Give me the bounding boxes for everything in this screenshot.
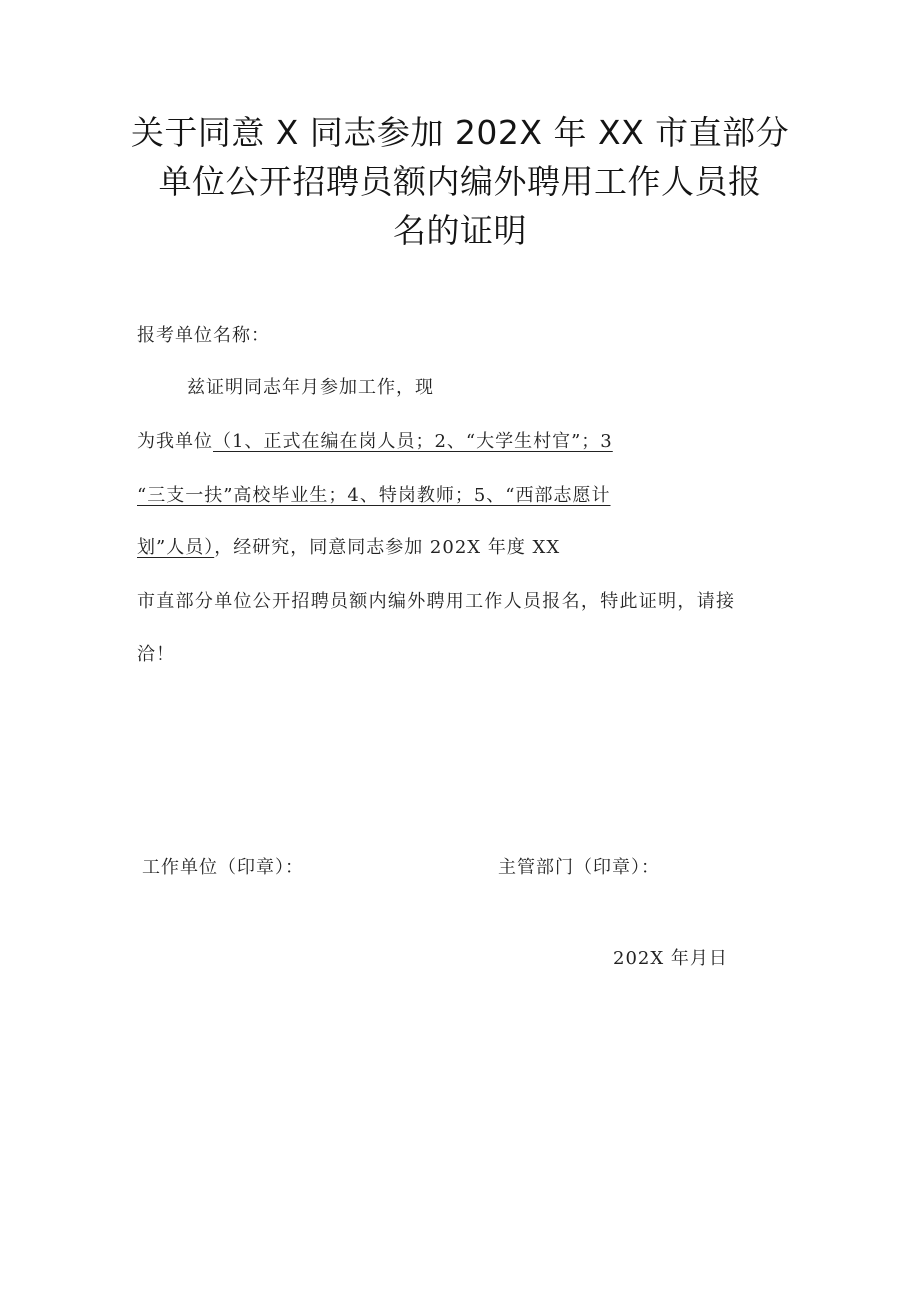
supervising-dept-seal-label: 主管部门（印章）： — [498, 857, 660, 878]
personnel-type-options-2: “三支一扶”高校毕业生；4、特岗教师；5、“西部志愿计 — [137, 485, 611, 506]
title-line-2: 单位公开招聘员额内编外聘用工作人员报 — [158, 162, 762, 201]
work-unit-seal-label: 工作单位（印章）： — [142, 857, 304, 878]
body-line-5: 市直部分单位公开招聘员额内编外聘用工作人员报名，特此证明，请接 — [137, 591, 736, 612]
body-line-4-rest: ，经研究，同意同志参加 202X 年度 XX — [214, 537, 561, 558]
body-line-2-prefix: 为我单位 — [137, 431, 213, 452]
personnel-type-options-1: （1、正式在编在岗人员；2、“大学生村官”；3 — [213, 431, 613, 452]
body-line-4 — [137, 533, 560, 559]
title-line-1: 关于同意 X 同志参加 202X 年 XX 市直部分 — [130, 113, 790, 152]
document-title — [100, 108, 820, 255]
title-line-3: 名的证明 — [393, 211, 527, 250]
date-line: 202X 年月日 — [613, 948, 728, 969]
body-line-1: 兹证明同志年月参加工作，现 — [187, 377, 434, 398]
body-line-6: 洽！ — [137, 644, 175, 665]
body-line-3 — [137, 481, 611, 507]
applying-unit-label: 报考单位名称： — [137, 325, 270, 346]
personnel-type-options-3: 划”人员） — [137, 537, 215, 558]
body-line-2 — [137, 427, 613, 453]
